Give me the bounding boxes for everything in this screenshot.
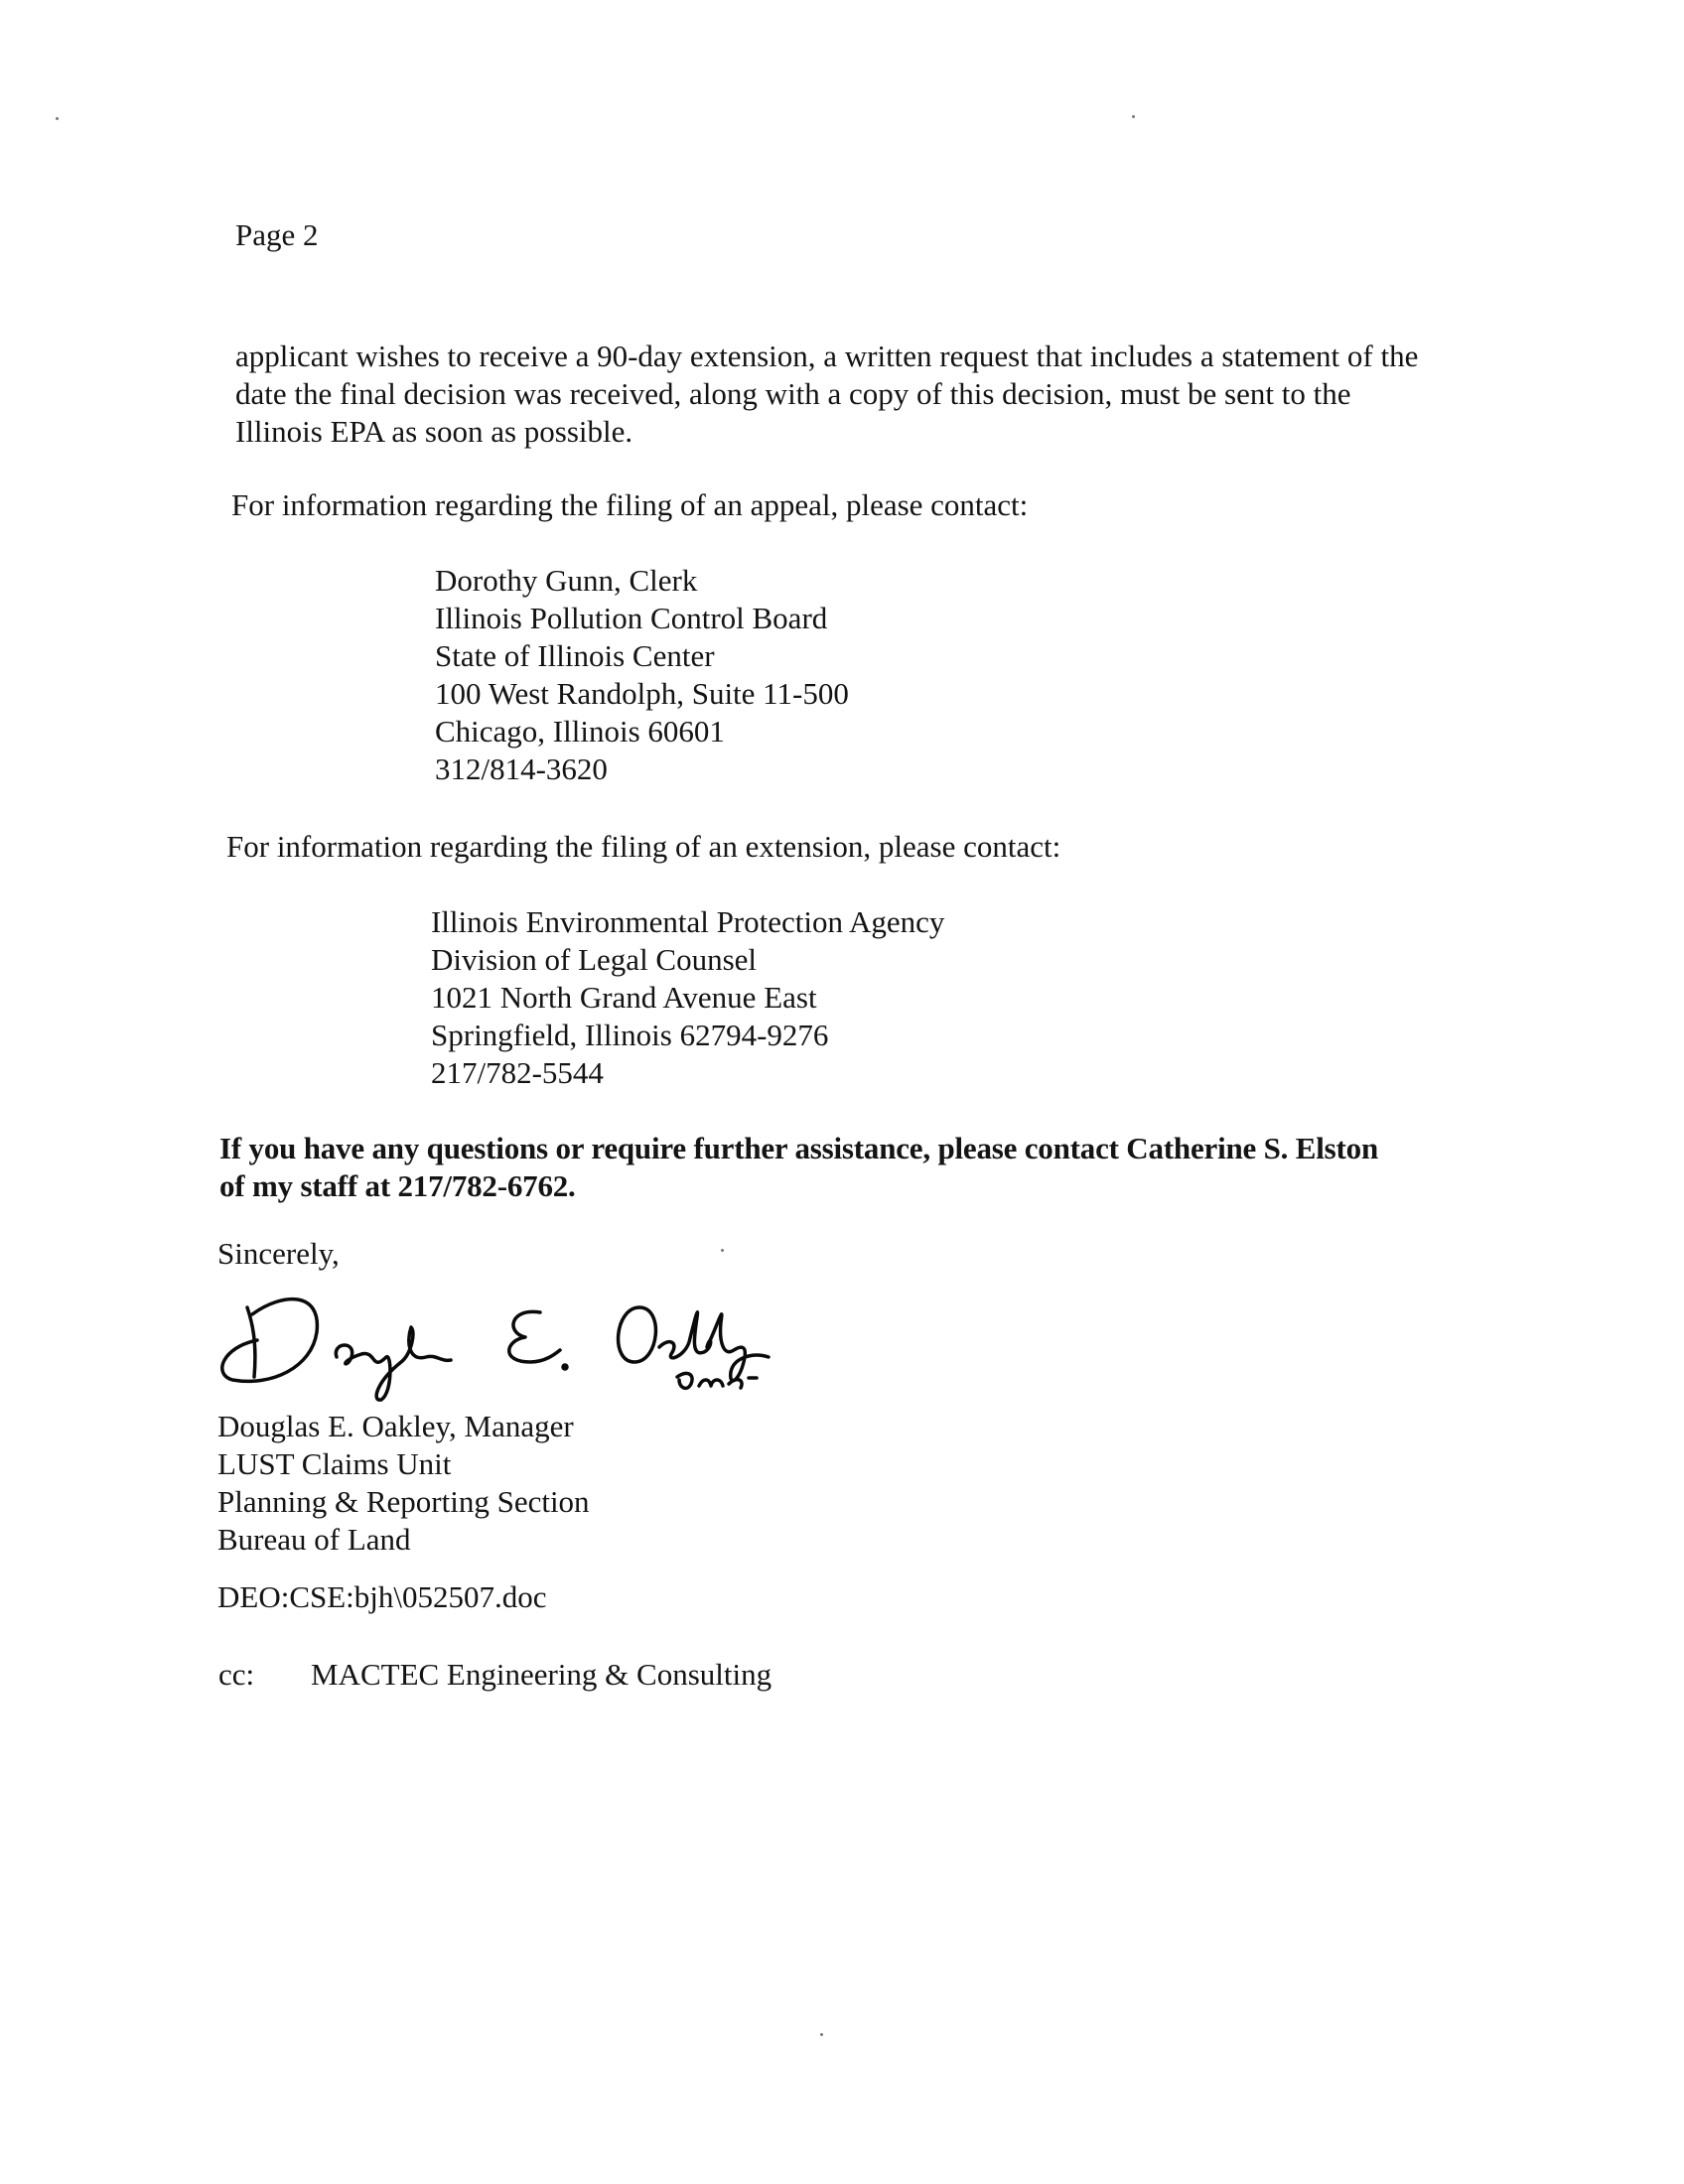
- signer-block: [217, 1408, 590, 1559]
- appeal-contact-address: [435, 562, 849, 788]
- paragraph-line: date the final decision was received, along with a copy of this decision, must be sent to the: [235, 376, 1351, 411]
- address-line: Illinois Pollution Control Board: [435, 601, 828, 635]
- address-line: Division of Legal Counsel: [431, 942, 758, 977]
- address-line: Springfield, Illinois 62794-9276: [431, 1018, 829, 1052]
- paragraph-line: If you have any questions or require further assistance, please contact Catherine S. Elston: [219, 1131, 1378, 1165]
- cc-recipient: MACTEC Engineering & Consulting: [311, 1657, 772, 1692]
- address-line: Illinois Environmental Protection Agency: [431, 904, 945, 939]
- reference-code: DEO:CSE:bjh\052507.doc: [217, 1579, 547, 1614]
- extension-contact-address: [431, 903, 944, 1092]
- scan-speck: [56, 117, 59, 120]
- address-line: 1021 North Grand Avenue East: [431, 980, 817, 1015]
- signer-line: Bureau of Land: [217, 1522, 411, 1557]
- signer-line: Planning & Reporting Section: [217, 1484, 590, 1519]
- paragraph-line: Illinois EPA as soon as possible.: [235, 414, 633, 449]
- handwritten-signature: [212, 1263, 788, 1402]
- scan-speck: [721, 1249, 724, 1252]
- address-line: 217/782-5544: [431, 1055, 604, 1090]
- extension-intro: For information regarding the filing of an extension, please contact:: [226, 829, 1061, 864]
- appeal-intro: For information regarding the filing of an appeal, please contact:: [231, 487, 1029, 522]
- questions-paragraph: [219, 1130, 1378, 1205]
- paragraph-line: of my staff at 217/782-6762.: [219, 1168, 576, 1203]
- signer-line: Douglas E. Oakley, Manager: [217, 1409, 574, 1443]
- signer-line: LUST Claims Unit: [217, 1446, 452, 1481]
- cc-label: cc:: [218, 1657, 255, 1692]
- scan-speck: [820, 2033, 823, 2036]
- address-line: Chicago, Illinois 60601: [435, 714, 725, 749]
- scan-speck: [1132, 115, 1135, 118]
- address-line: 312/814-3620: [435, 751, 608, 786]
- paragraph-line: applicant wishes to receive a 90-day extension, a written request that includes a statement of the: [235, 339, 1419, 373]
- address-line: 100 West Randolph, Suite 11-500: [435, 676, 849, 711]
- page-label: Page 2: [235, 217, 319, 252]
- address-line: State of Illinois Center: [435, 638, 715, 673]
- address-line: Dorothy Gunn, Clerk: [435, 563, 698, 598]
- continuation-paragraph: [235, 338, 1418, 451]
- salutation: Sincerely,: [217, 1236, 340, 1271]
